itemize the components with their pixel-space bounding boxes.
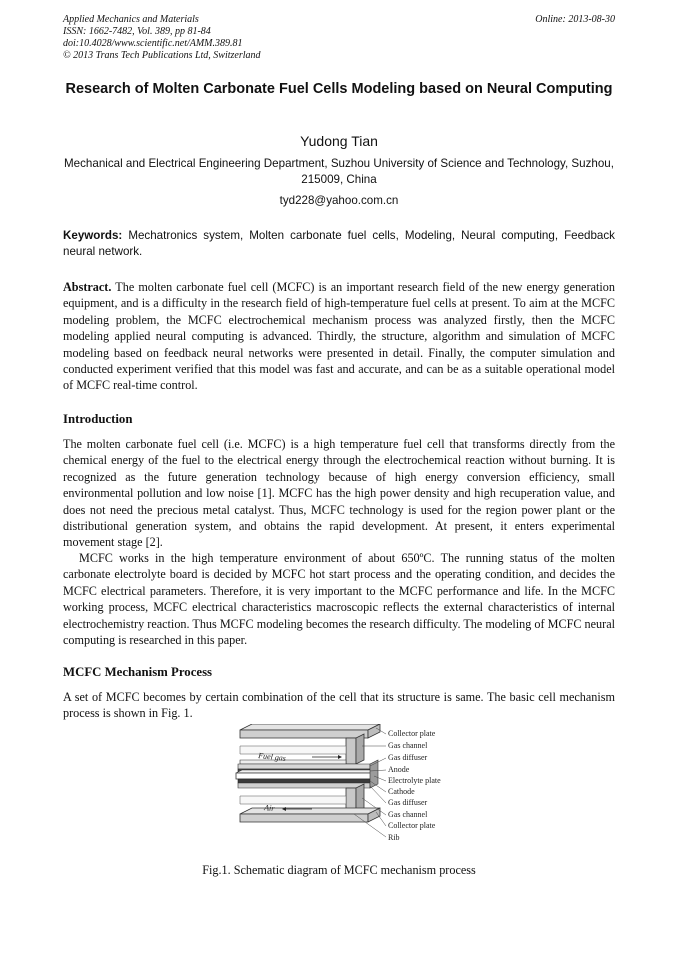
keywords-text: Mechatronics system, Molten carbonate fuel cells, Modeling, Neural computing, Feedback neural network. xyxy=(63,229,615,258)
author-affiliation: Mechanical and Electrical Engineering Department, Suzhou University of Science and Technology, Suzhou, 215009, China xyxy=(64,157,614,186)
cell-stack-drawing xyxy=(236,724,380,822)
label-electrolyte-plate: Electrolyte plate xyxy=(388,776,441,785)
label-anode: Anode xyxy=(388,765,410,774)
mechanism-paragraph-1: A set of MCFC becomes by certain combination of the cell that its structure is same. The basic cell mechanism process is shown in Fig. 1. xyxy=(63,690,615,721)
introduction-paragraph-2: MCFC works in the high temperature environment of about 650ºC. The running status of the molten carbonate electrolyte board is decided by MCFC hot start process and the operating condition, and decides the MCFC electrical parameters. Therefore, it is very important to the MCFC performance and life. In the MCFC working process, MCFC electrical characteristics macroscopic reflects the external characteristics of internal electrochemistry reaction. Thus MCFC modeling becomes the research difficulty. The modeling of MCFC neural computing is researched in this paper. xyxy=(63,551,615,648)
journal-header xyxy=(63,14,423,62)
author-email: tyd228@yahoo.com.cn xyxy=(279,194,399,207)
abstract xyxy=(63,279,615,394)
mcfc-schematic-figure xyxy=(228,724,464,854)
section-heading-introduction: Introduction xyxy=(63,412,133,426)
abstract-text: The molten carbonate fuel cell (MCFC) is an important research field of the new energy generation equipment, and is a difficulty in the research field of high-temperature fuel cells at present. To aim at the MCFC modeling problem, the MCFC electrochemical mechanism process was analyzed firstly, then the MCFC modeling applied neural computing is advanced. Thirdly, the structure, algorithm and simulation of MCFC modeling based on feedback neural networks were presented in detail. Finally, the computer simulation and conducted experiment verified that this model was fast and accurate, and can be as a suitable operational model of MCFC real-time control. xyxy=(63,280,615,393)
author-name: Yudong Tian xyxy=(300,133,378,149)
figure-caption: Fig.1. Schematic diagram of MCFC mechanism process xyxy=(202,863,476,877)
label-gas-diffuser-bottom: Gas diffuser xyxy=(388,798,428,807)
label-collector-plate-top: Collector plate xyxy=(388,729,436,738)
section-heading-mechanism: MCFC Mechanism Process xyxy=(63,665,213,679)
online-date: Online: 2013-08-30 xyxy=(535,14,615,25)
journal-name: Applied Mechanics and Materials xyxy=(63,14,199,25)
label-collector-plate-bottom: Collector plate xyxy=(388,821,436,830)
abstract-label: Abstract. xyxy=(63,280,112,294)
label-cathode: Cathode xyxy=(388,787,415,796)
keywords-label: Keywords: xyxy=(63,229,123,242)
doi-line: doi:10.4028/www.scientific.net/AMM.389.81 xyxy=(63,38,243,49)
introduction-paragraph-1: The molten carbonate fuel cell (i.e. MCFC) is a high temperature fuel cell that transforms directly from the chemical energy of the fuel to the electrical energy through the electrochemical reaction without burning. It is recognized as the future generation technology because of high energy conversion efficiency, small environmental pollution and low noise [1]. MCFC has the high power density and high recuperation value, and does not need the precious metal catalyst. Thus, MCFC technology is used for the region power plant or the distributional generation system, and obtains the rapid development. At present, it enters experimental movement stage [2]. xyxy=(63,437,615,550)
issn-line: ISSN: 1662-7482, Vol. 389, pp 81-84 xyxy=(63,26,211,37)
label-rib: Rib xyxy=(388,833,400,842)
fuel-gas-label: Fuel gas xyxy=(257,751,287,763)
label-gas-channel-bottom: Gas channel xyxy=(388,810,428,819)
paper-title: Research of Molten Carbonate Fuel Cells Modeling based on Neural Computing xyxy=(65,81,613,97)
air-label: Air xyxy=(263,803,275,814)
label-gas-channel-top: Gas channel xyxy=(388,741,428,750)
copyright-line: © 2013 Trans Tech Publications Ltd, Switzerland xyxy=(63,50,261,61)
keywords xyxy=(63,228,615,260)
label-gas-diffuser-top: Gas diffuser xyxy=(388,753,428,762)
